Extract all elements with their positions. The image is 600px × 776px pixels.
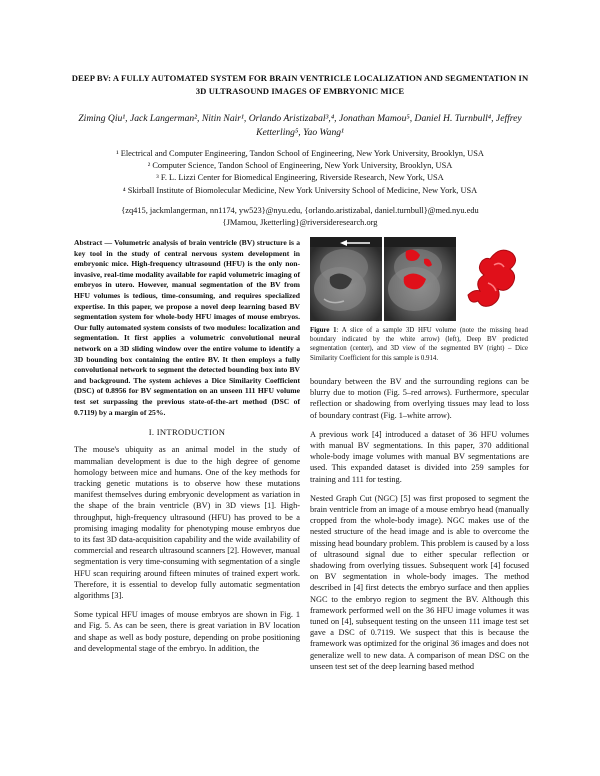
- hfu-slice-left-image: [310, 237, 382, 321]
- affiliation-2: ² Computer Science, Tandon School of Engineering, New York University, Brooklyn, USA: [147, 161, 453, 171]
- intro-paragraph-1: The mouse's ubiquity as an animal model in the study of mammalian development is due to the high degree of genome homology between mice and humans. One of the key methods for tracking genetic mutations is to observe how these mutations manifest themselves during embryonic development as variation in the shape of the brain ventricle (BV) in 3D views [1]. High-throughput, high-frequency ultrasound (HFU) has proved to be a promising imaging modality for phenotyping mouse embryos due to its fast 3D data-acquisition capability and the wide availability of commercial and research ultrasound scanners [2]. However, manual segmentation is very time-consuming with segmentation of a single HFU scan requiring around fifteen minutes of trained expert work. Therefore, it is essential to develop fully automatic segmentation algorithms [3].: [74, 445, 300, 600]
- right-column: [310, 376, 529, 680]
- affiliation-4: ⁴ Skirball Institute of Biomolecular Medicine, New York University School of Medicine, New York, USA: [122, 185, 478, 195]
- affiliations: [60, 148, 540, 197]
- figure-1: [310, 237, 530, 372]
- section-heading-introduction: I. INTRODUCTION: [148, 427, 226, 438]
- bv-3d-view-right-image: [460, 237, 528, 321]
- email-line-2: {JMamou, Jketterling}@riversideresearch.org: [222, 217, 378, 227]
- email-block: [60, 205, 540, 228]
- abstract: Abstract — Volumetric analysis of brain ventricle (BV) structure is a key tool in the study of central nervous system development in embryonic mice. High-frequency ultrasound (HFU) is the only non-invasive, real-time modality available for rapid volumetric imaging of embryos in utero. However, manual segmentation of the BV from HFU volumes is tedious, time-consuming, and requires specialized expertise. In this paper, we propose a novel deep learning based BV segmentation system for whole-body HFU images of mouse embryos. Our fully automated system consists of two modules: localization and segmentation. It first applies a volumetric convolutional neural network on a 3D sliding window over the entire volume to identify a 3D bounding box containing the entire BV. It then employs a fully convolutional network to segment the detected bounding box into BV and background. The system achieves a Dice Similarity Coefficient (DSC) of 0.8956 for BV segmentation on an unseen 111 HFU volume test set surpassing the previous state-of-the-art method (DSC of 0.7119) by a margin of 25%.: [74, 238, 300, 417]
- affiliation-3: ³ F. L. Lizzi Center for Biomedical Engineering, Riverside Research, New York, USA: [156, 173, 444, 183]
- intro-paragraph-2: Some typical HFU images of mouse embryos are shown in Fig. 1 and Fig. 5. As can be seen, there is great variation in BV location and shape as well as body posture, depending on probe positioning and developmental stage of the embryo. In addition, the: [74, 610, 300, 653]
- figure-caption-label: Figure 1: [310, 327, 337, 334]
- left-column: [74, 238, 300, 662]
- email-line-1: {zq415, jackmlangerman, nn1174, yw523}@nyu.edu, {orlando.aristizabal, daniel.turnbull}@med.nyu.edu: [121, 206, 479, 215]
- hfu-slice-segmented-center-image: [384, 237, 456, 321]
- right-paragraph-3: Nested Graph Cut (NGC) [5] was first proposed to segment the brain ventricle from an image of a mouse embryo head (manually cropped from the whole-body image). NGC makes use of the nested structure of the head image and is able to overcome the missing head boundary problem. This problem is caused by a loss of ultrasound signal due to either specular reflection or shadowing from overlying tissues. Subsequent work [4] focused on BV segmentation in whole-body images. The method described in [4] first detects the embryo surface and then applies NGC to the embryo region to segment the BV. Although this framework performed well on the 36 HFU image volumes it was tuned on [4], subsequent testing on the unseen 111 image test set gave a DSC of 0.7119. We suspect that this is because the framework was optimized for the original 36 images and does not generalize well to new data. A comparison of mean DSC on the unseen test set of the deep learning based method: [310, 493, 529, 671]
- figure-caption-text: : A slice of a sample 3D HFU volume (note the missing head boundary indicated by the white arrow) (left), Deep BV predicted segmentation (center), and 3D view of the segmented BV (right) – Dice Similarity Coefficient for this sample is 0.914.: [310, 327, 528, 362]
- right-paragraph-1: boundary between the BV and the surrounding regions can be blurry due to motion (Fig. 5–red arrows). Furthermore, specular reflection or shadowing from overlying tissues may lead to loss of boundary contrast (Fig. 1–white arrow).: [310, 377, 529, 420]
- author-list: Ziming Qiu¹, Jack Langerman², Nitin Nair¹, Orlando Aristizabal³,⁴, Jonathan Mamou⁵, Daniel H. Turnbull⁴, Jeffrey Ketterling⁵, Yao Wang¹: [78, 113, 522, 138]
- right-paragraph-2: A previous work [4] introduced a dataset of 36 HFU volumes with manual BV segmentations. In this paper, 370 additional whole-body image volumes with manual BV segmentations are used. This expanded dataset is divided into 259 samples for training and 111 for testing.: [310, 429, 529, 484]
- affiliation-1: ¹ Electrical and Computer Engineering, Tandon School of Engineering, New York University, Brooklyn, USA: [116, 149, 484, 158]
- paper-title: DEEP BV: A FULLY AUTOMATED SYSTEM FOR BRAIN VENTRICLE LOCALIZATION AND SEGMENTATION IN 3D ULTRASOUND IMAGES OF EMBRYONIC MICE: [71, 73, 529, 96]
- figure-1-caption: [310, 326, 528, 363]
